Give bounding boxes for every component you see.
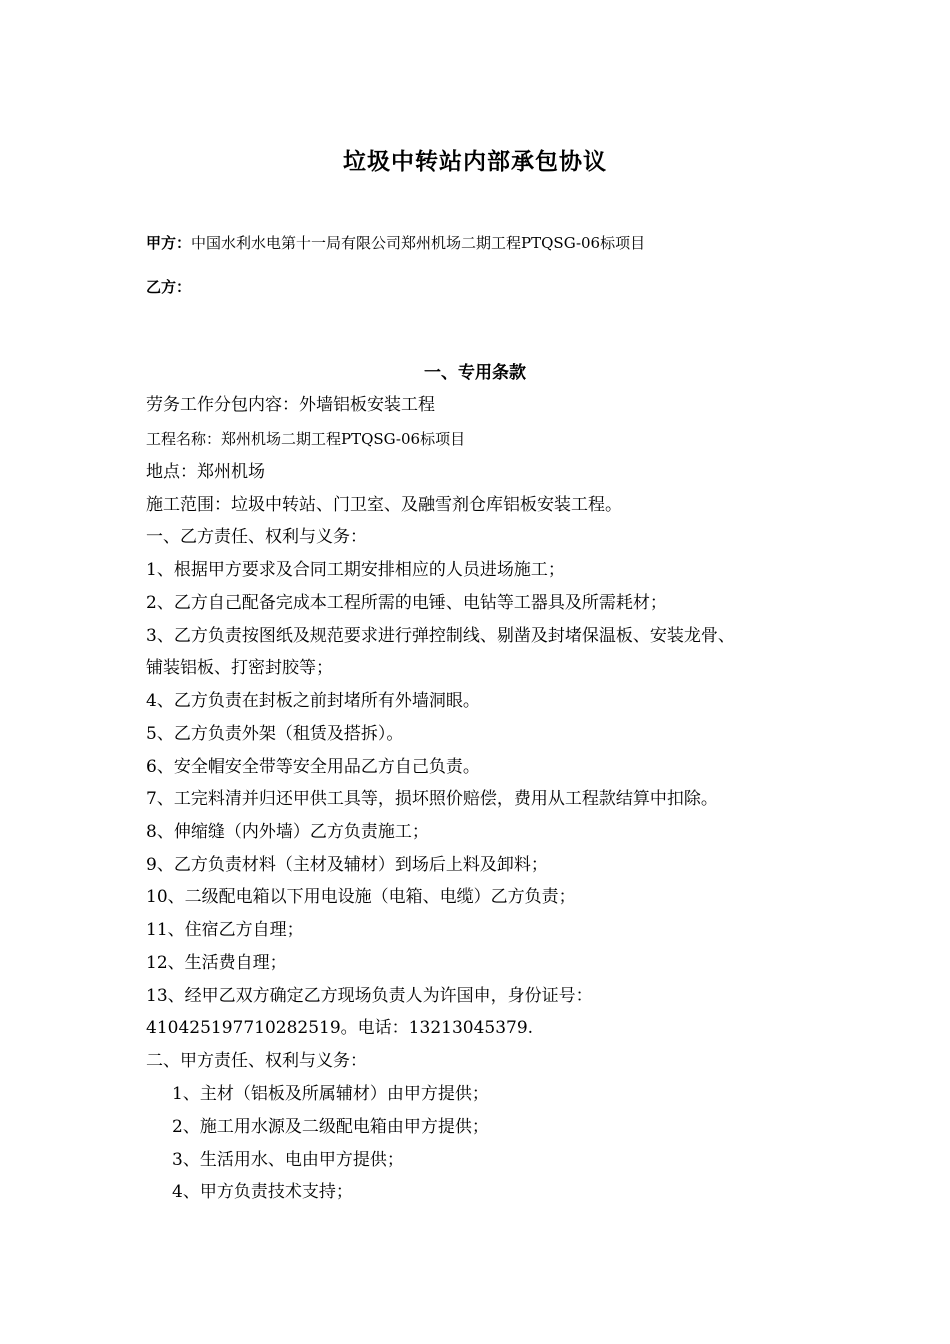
party-b-duty-item: 10、二级配电箱以下用电设施（电箱、电缆）乙方负责；: [146, 887, 576, 907]
party-b-duty-item: 3、乙方负责按图纸及规范要求进行弹控制线、剔凿及封堵保温板、安装龙骨、: [146, 626, 735, 646]
party-b-duty-item: 9、乙方负责材料（主材及辅材）到场后上料及卸料；: [146, 855, 548, 875]
party-a: [146, 232, 645, 254]
party-b-duty-item: 13、经甲乙双方确定乙方现场负责人为许国申，身份证号：: [146, 986, 593, 1006]
info-project-name: 工程名称：郑州机场二期工程PTQSG-06标项目: [146, 430, 466, 448]
info-construction-scope: 施工范围：垃圾中转站、门卫室、及融雪剂仓库铝板安装工程。: [146, 495, 622, 515]
party-a-duties-heading: 二、甲方责任、权利与义务：: [146, 1051, 367, 1071]
party-b-duties-heading: 一、乙方责任、权利与义务：: [146, 527, 367, 547]
info-scope-content: 劳务工作分包内容：外墙铝板安装工程: [146, 395, 435, 415]
party-b-duty-item: 2、乙方自己配备完成本工程所需的电锤、电钻等工器具及所需耗材；: [146, 593, 667, 613]
section-heading-special-terms: 一、专用条款: [424, 363, 526, 383]
party-b-duty-item: 7、工完料清并归还甲供工具等，损坏照价赔偿，费用从工程款结算中扣除。: [146, 789, 718, 809]
party-b-duty-item: 8、伸缩缝（内外墙）乙方负责施工；: [146, 822, 429, 842]
party-a-duty-item: 1、主材（铝板及所属辅材）由甲方提供；: [172, 1084, 489, 1104]
party-b-duty-item: 1、根据甲方要求及合同工期安排相应的人员进场施工；: [146, 560, 565, 580]
party-b: [146, 276, 191, 298]
party-b-duty-item: 4、乙方负责在封板之前封堵所有外墙洞眼。: [146, 691, 480, 711]
party-b-duty-item: 11、住宿乙方自理；: [146, 920, 304, 940]
party-a-duty-item: 4、甲方负责技术支持；: [172, 1182, 353, 1202]
party-b-duty-item: 6、安全帽安全带等安全用品乙方自己负责。: [146, 757, 480, 777]
party-b-duty-item: 5、乙方负责外架（租赁及搭拆）。: [146, 724, 404, 744]
party-b-duty-item: 12、生活费自理；: [146, 953, 287, 973]
party-b-duty-item: 铺装铝板、打密封胶等；: [146, 658, 333, 678]
party-a-duty-item: 2、施工用水源及二级配电箱由甲方提供；: [172, 1117, 489, 1137]
info-location: 地点：郑州机场: [146, 462, 265, 482]
party-a-label: 甲方：: [146, 234, 192, 252]
party-a-duty-item: 3、生活用水、电由甲方提供；: [172, 1150, 404, 1170]
party-b-label: 乙方：: [146, 278, 192, 296]
party-b-duty-item: 410425197710282519。电话：13213045379.: [146, 1018, 534, 1038]
document-title: 垃圾中转站内部承包协议: [343, 149, 607, 175]
party-a-value: 中国水利水电第十一局有限公司郑州机场二期工程PTQSG-06标项目: [191, 234, 646, 252]
